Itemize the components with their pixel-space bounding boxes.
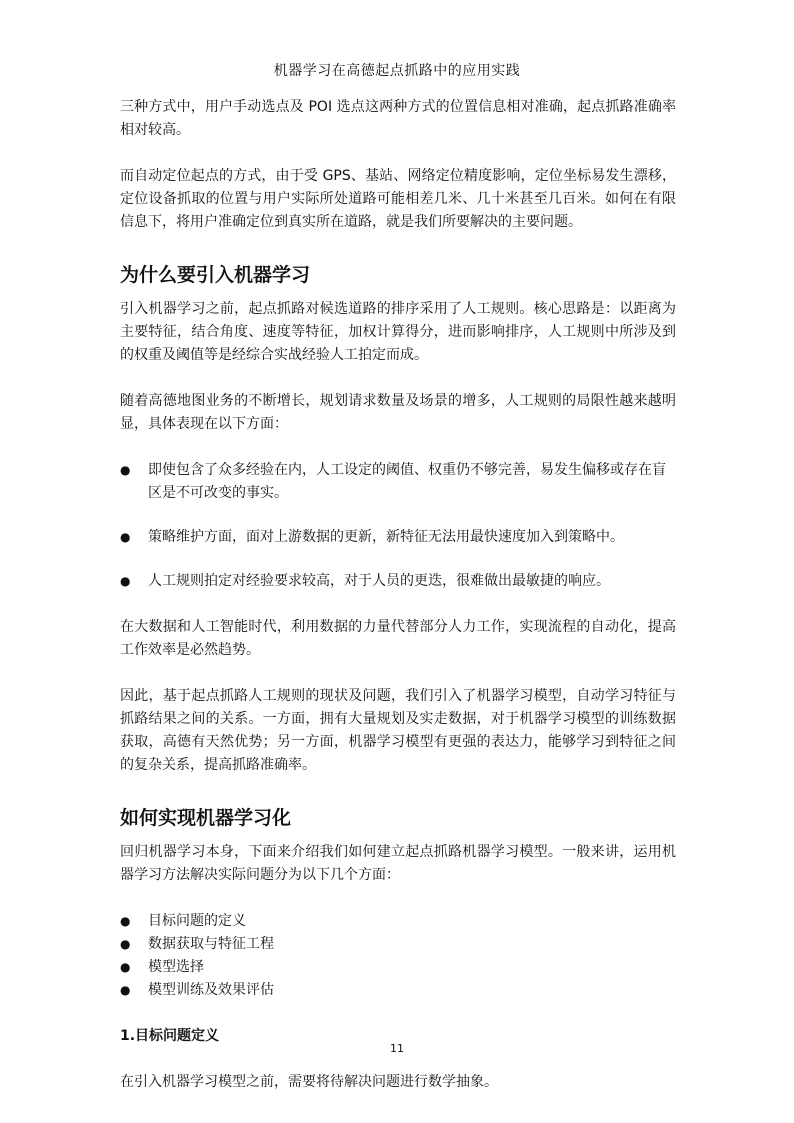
list-item (120, 910, 676, 933)
page-number: 11 (390, 1042, 404, 1055)
why-bullet-list (120, 459, 676, 593)
list-item-text: 即使包含了众多经验在内，人工设定的阈值、权重仍不够完善，易发生偏移或存在盲区是不可改变的事实。 (148, 462, 666, 501)
list-item-text: 目标问题的定义 (148, 913, 246, 929)
bullet-icon: ● (120, 914, 131, 928)
list-item (120, 979, 676, 1002)
bullet-icon: ● (120, 463, 131, 477)
bullet-icon: ● (120, 983, 131, 997)
how-bullet-list (120, 910, 676, 1002)
section-heading-how: 如何实现机器学习化 (120, 807, 292, 829)
page-header-title: 机器学习在高德起点抓路中的应用实践 (273, 63, 521, 79)
section-heading-why: 为什么要引入机器学习 (120, 264, 311, 286)
list-item-text: 模型选择 (148, 959, 204, 975)
bullet-icon: ● (120, 574, 131, 588)
why-paragraph-4: 因此，基于起点抓路人工规则的现状及问题，我们引入了机器学习模型，自动学习特征与抓路结果之间的关系。一方面，拥有大量规划及实走数据，对于机器学习模型的训练数据获取，高德有天然优势；另一方面，机器学习模型有更强的表达力，能够学习到特征之间的复杂关系，提高抓路准确率。 (120, 688, 676, 773)
list-item (120, 933, 676, 956)
list-item (120, 526, 676, 549)
why-paragraph-1: 引入机器学习之前，起点抓路对候选道路的排序采用了人工规则。核心思路是：以距离为主要特征，结合角度、速度等特征，加权计算得分，进而影响排序，人工规则中所涉及到的权重及阈值等是经综合实战经验人工拍定而成。 (120, 301, 676, 363)
bullet-icon: ● (120, 937, 131, 951)
list-item (120, 570, 676, 593)
list-item-text: 模型训练及效果评估 (148, 982, 274, 998)
intro-paragraph-1: 三种方式中，用户手动选点及 POI 选点这两种方式的位置信息相对准确，起点抓路准确率相对较高。 (120, 99, 676, 138)
document-body (120, 96, 676, 1094)
bullet-icon: ● (120, 530, 131, 544)
list-item-text: 数据获取与特征工程 (148, 936, 274, 952)
how-paragraph-2: 在引入机器学习模型之前，需要将待解决问题进行数学抽象。 (120, 1074, 498, 1090)
why-paragraph-3: 在大数据和人工智能时代，利用数据的力量代替部分人力工作，实现流程的自动化，提高工作效率是必然趋势。 (120, 619, 676, 658)
list-item (120, 956, 676, 979)
list-item-text: 策略维护方面，面对上游数据的更新，新特征无法用最快速度加入到策略中。 (148, 529, 624, 545)
list-item-text: 人工规则拍定对经验要求较高，对于人员的更迭，很难做出最敏捷的响应。 (148, 573, 610, 589)
intro-paragraph-2: 而自动定位起点的方式，由于受 GPS、基站、网络定位精度影响，定位坐标易发生漂移，定位设备抓取的位置与用户实际所处道路可能相差几米、几十米甚至几百米。如何在有限信息下，将用户准确定位到真实所在道路，就是我们所要解决的主要问题。 (120, 168, 676, 230)
bullet-icon: ● (120, 960, 131, 974)
subsection-heading-problem-definition: 1.目标问题定义 (120, 1028, 220, 1044)
how-paragraph-1: 回归机器学习本身，下面来介绍我们如何建立起点抓路机器学习模型。一般来讲，运用机器学习方法解决实际问题分为以下几个方面： (120, 844, 676, 883)
why-paragraph-2: 随着高德地图业务的不断增长，规划请求数量及场景的增多，人工规则的局限性越来越明显，具体表现在以下方面： (120, 393, 676, 432)
list-item (120, 459, 676, 505)
